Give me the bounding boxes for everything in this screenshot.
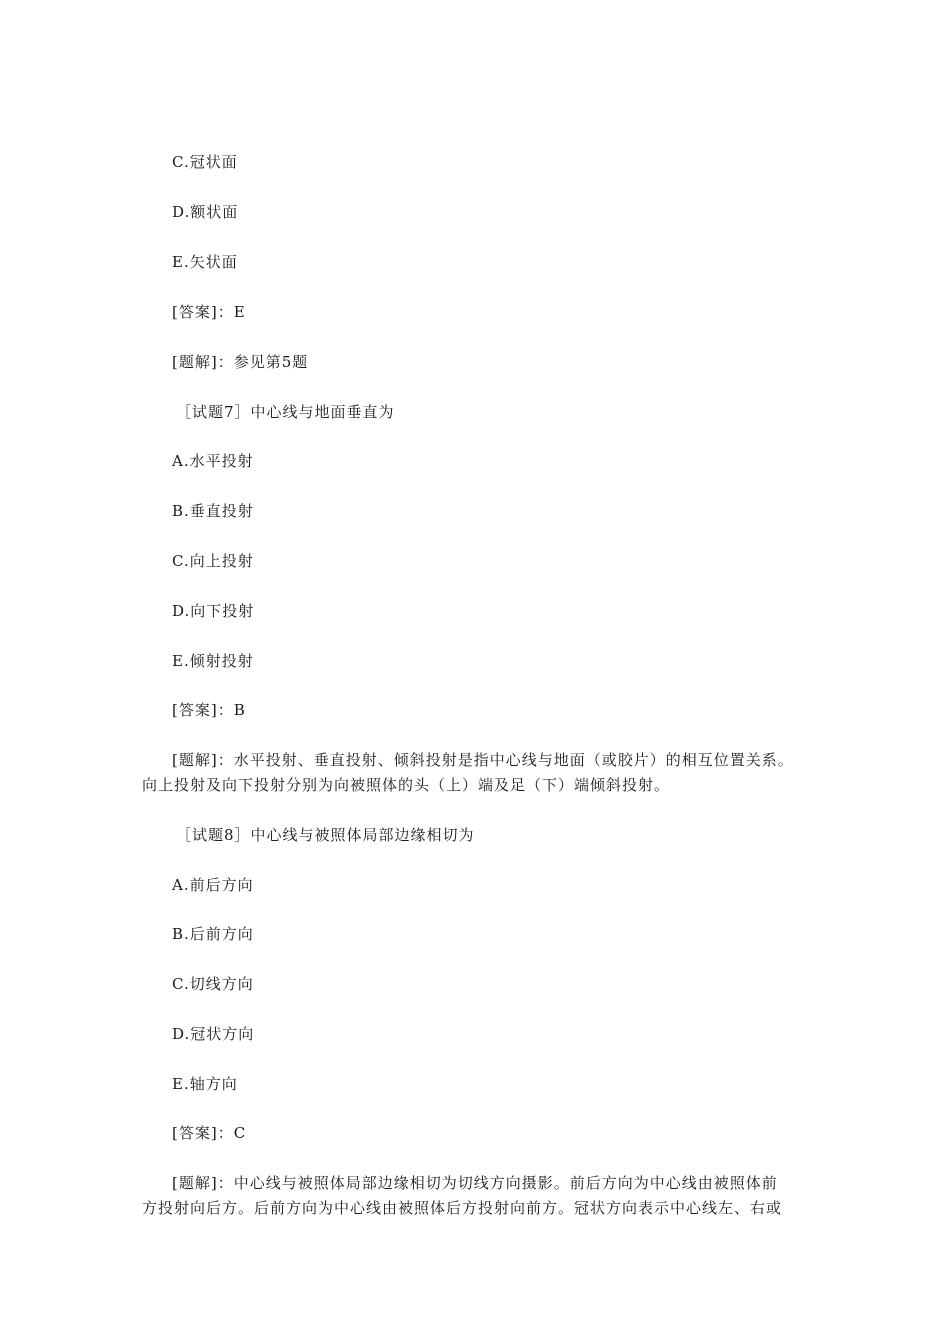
q7-explanation-line-2: 向上投射及向下投射分别为向被照体的头（上）端及足（下）端倾斜投射。	[142, 776, 671, 794]
q8-option-b: B.后前方向	[172, 925, 254, 943]
q8-explanation-line-2: 方投射向后方。后前方向为中心线由被照体后方投射向前方。冠状方向表示中心线左、右或	[142, 1199, 783, 1217]
q7-option-d: D.向下投射	[172, 602, 255, 620]
q7-option-b: B.垂直投射	[172, 502, 254, 520]
q6-option-d: D.额状面	[172, 203, 239, 221]
q8-explanation-line-1: [题解]：中心线与被照体局部边缘相切为切线方向摄影。前后方向为中心线由被照体前	[172, 1174, 778, 1192]
q6-answer: [答案]：E	[172, 303, 246, 321]
q7-answer: [答案]：B	[172, 701, 246, 719]
q7-explanation-line-1: [题解]：水平投射、垂直投射、倾斜投射是指中心线与地面（或胶片）的相互位置关系。	[172, 751, 794, 769]
q8-option-e: E.轴方向	[172, 1075, 238, 1093]
q8-answer: [答案]：C	[172, 1124, 247, 1142]
q6-explanation: [题解]：参见第5题	[172, 353, 309, 371]
q8-title: ［试题8］中心线与被照体局部边缘相切为	[176, 826, 475, 844]
q6-option-c: C.冠状面	[172, 153, 238, 171]
q8-option-c: C.切线方向	[172, 975, 254, 993]
q8-option-a: A.前后方向	[172, 876, 254, 894]
q7-option-c: C.向上投射	[172, 552, 254, 570]
q7-option-e: E.倾射投射	[172, 652, 254, 670]
q8-option-d: D.冠状方向	[172, 1025, 255, 1043]
q7-option-a: A.水平投射	[172, 452, 254, 470]
q6-option-e: E.矢状面	[172, 253, 238, 271]
q7-title: ［试题7］中心线与地面垂直为	[176, 403, 395, 421]
